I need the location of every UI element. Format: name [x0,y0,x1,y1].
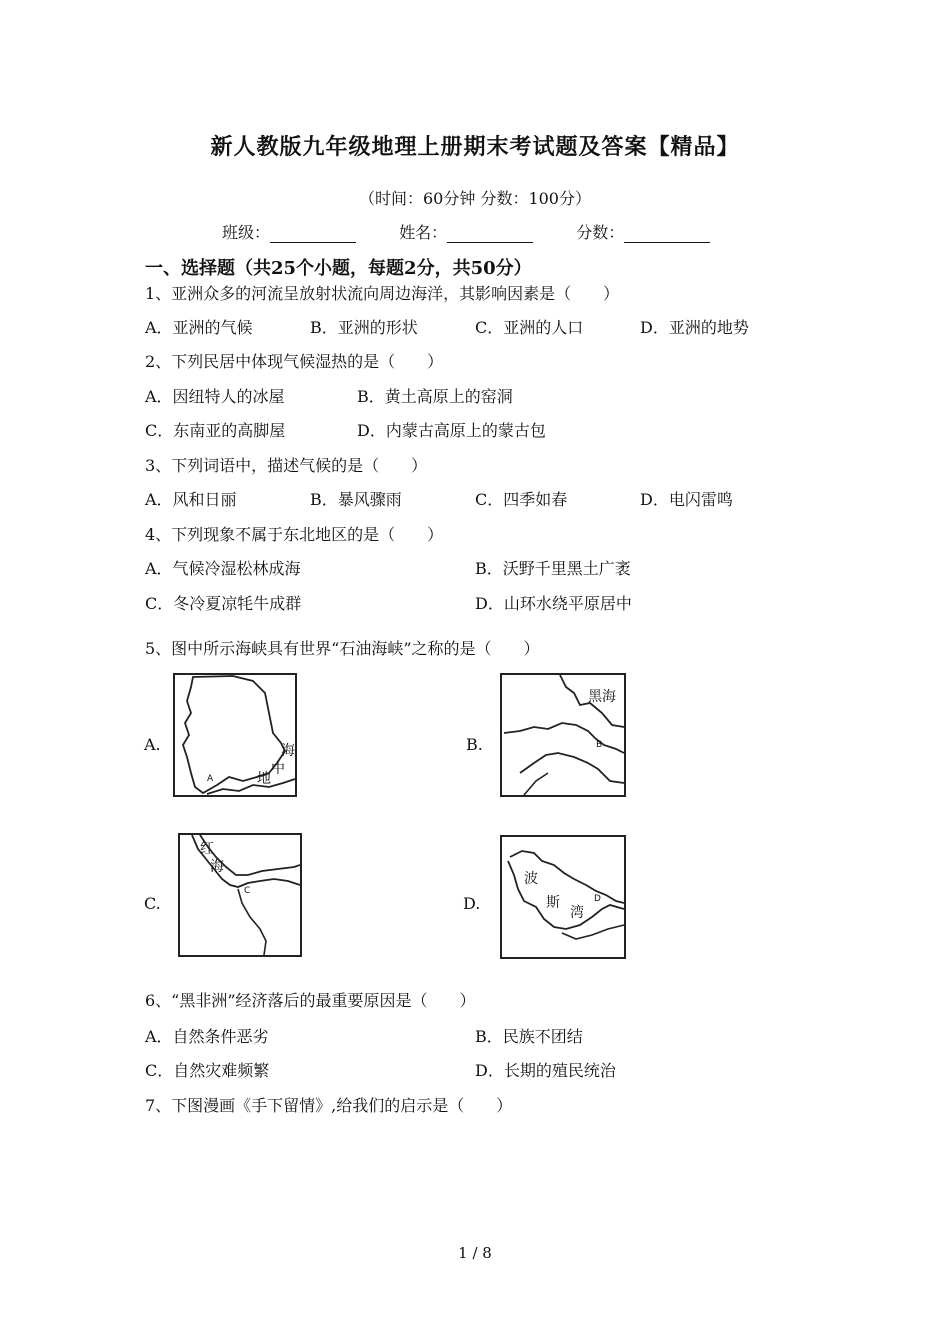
question-6: 6、“黑非洲”经济落后的最重要原因是（ ） [145,991,476,1010]
question-7: 7、下图漫画《手下留情》,给我们的启示是（ ） [145,1096,513,1115]
map-a-label-di: 地 [257,771,271,787]
exam-time-score: （时间：60分钟 分数：100分） [359,189,591,208]
q1-option-d: D．亚洲的地势 [640,318,749,337]
map-b-point: B [596,740,603,750]
map-c-strait [178,833,302,957]
name-label: 姓名： [399,223,448,242]
map-a-label-zhong: 中 [271,761,285,777]
map-c-point: C [244,886,251,896]
map-d-label-si: 斯 [546,895,560,911]
page-number: 1 / 8 [458,1244,492,1262]
q6-option-b: B．民族不团结 [475,1027,583,1046]
q2-option-d: D．内蒙古高原上的蒙古包 [357,421,546,440]
map-a-strait [173,673,297,797]
q3-option-d: D．电闪雷鸣 [640,490,733,509]
score-blank[interactable] [624,224,710,243]
question-3: 3、下列词语中，描述气候的是（ ） [145,456,428,475]
q3-option-b: B．暴风骤雨 [310,490,402,509]
question-1: 1、亚洲众多的河流呈放射状流向周边海洋，其影响因素是（ ） [145,284,620,303]
map-a-point: A [207,774,214,784]
map-d-label-wan: 湾 [570,905,584,921]
q2-option-c: C．东南亚的高脚屋 [145,421,286,440]
map-d-label-bo: 波 [524,871,538,887]
q1-option-b: B．亚洲的形状 [310,318,418,337]
q2-option-a: A．因纽特人的冰屋 [145,387,285,406]
map-d-point: D [594,894,601,904]
q1-option-c: C．亚洲的人口 [475,318,584,337]
map-a-label-hai: 海 [281,743,295,759]
map-c-label-hai: 海 [210,859,224,875]
map-b-strait [500,673,626,797]
q3-option-a: A．风和日丽 [145,490,237,509]
q6-option-c: C．自然灾难频繁 [145,1061,270,1080]
q5-option-a-label: A. [144,735,161,754]
map-d-strait [500,835,626,959]
class-blank[interactable] [270,224,356,243]
q2-option-b: B．黄土高原上的窑洞 [357,387,513,406]
page-title: 新人教版九年级地理上册期末考试题及答案【精品】 [210,134,740,160]
section-heading: 一、选择题（共25个小题，每题2分，共50分） [145,258,532,279]
q5-option-d-label: D. [463,894,481,913]
q4-option-b: B．沃野千里黑土广袤 [475,559,631,578]
q4-option-c: C．冬冷夏凉牦牛成群 [145,594,302,613]
q6-option-d: D．长期的殖民统治 [475,1061,616,1080]
q5-option-b-label: B. [466,735,483,754]
q5-option-c-label: C. [144,894,161,913]
map-c-label-hong: 红 [200,841,214,857]
question-4: 4、下列现象不属于东北地区的是（ ） [145,525,444,544]
class-label: 班级： [222,223,271,242]
q4-option-a: A．气候冷湿松林成海 [145,559,301,578]
question-5: 5、图中所示海峡具有世界“石油海峡”之称的是（ ） [145,639,540,658]
map-b-label-heihai: 黑海 [588,689,616,705]
name-blank[interactable] [447,224,533,243]
score-label: 分数： [576,223,625,242]
q1-option-a: A．亚洲的气候 [145,318,253,337]
q4-option-d: D．山环水绕平原居中 [475,594,632,613]
q6-option-a: A．自然条件恶劣 [145,1027,269,1046]
question-2: 2、下列民居中体现气候湿热的是（ ） [145,352,444,371]
student-info-line [222,220,748,243]
q3-option-c: C．四季如春 [475,490,568,509]
